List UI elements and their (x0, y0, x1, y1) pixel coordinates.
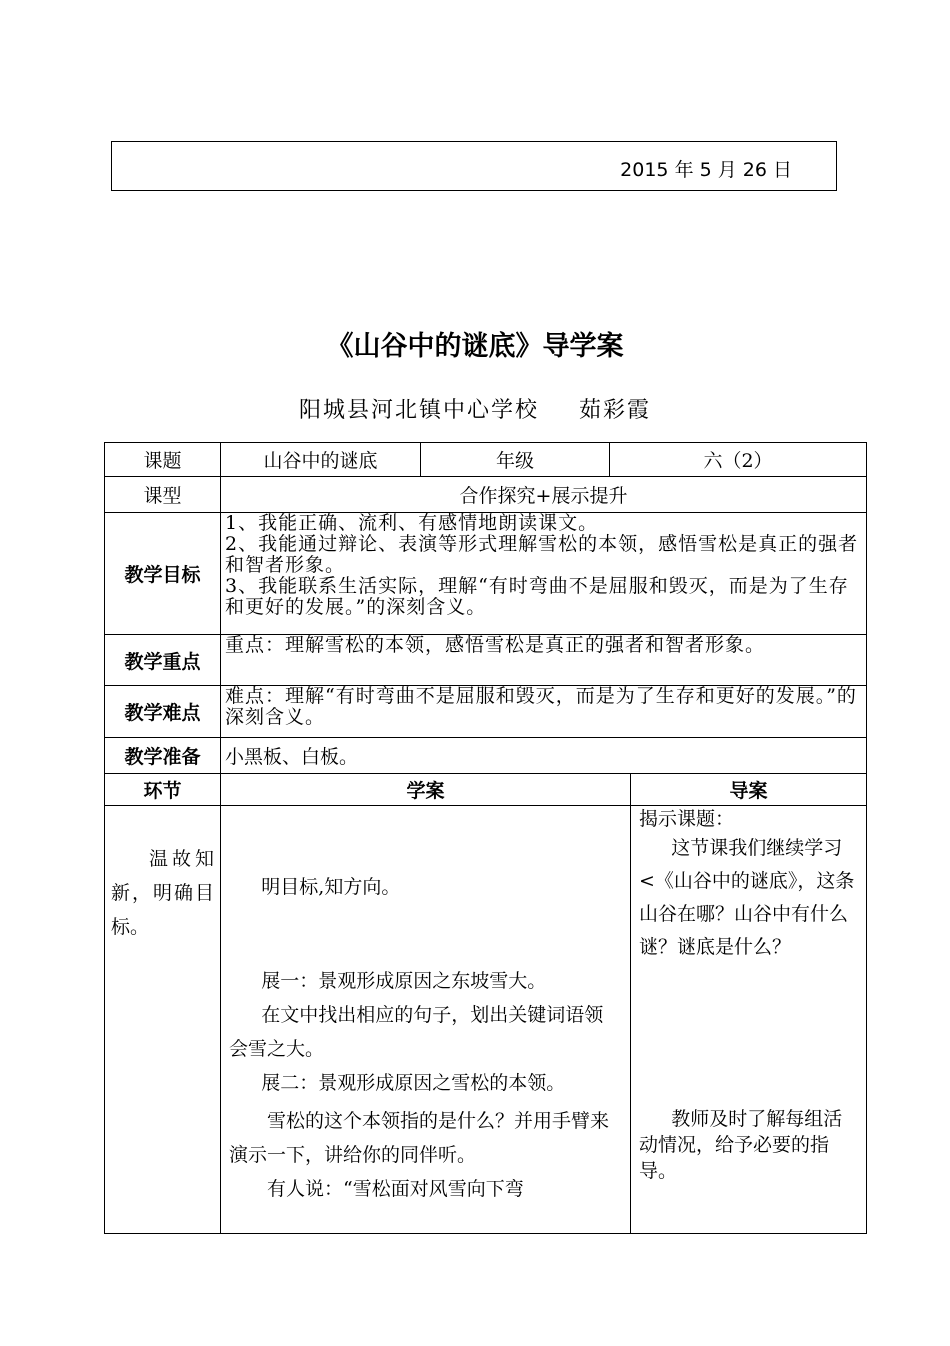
col-guide-header: 导案 (631, 774, 867, 806)
study-line: 有人说：“雪松面对风雪向下弯 (267, 1178, 524, 1200)
study-line: 在文中找出相应的句子，划出关键词语领会雪之大。 (229, 1004, 604, 1060)
goal-item: 3、我能联系生活实际，理解“有时弯曲不是屈服和毁灭，而是为了生存和更好的发展。”的深刻含义。 (225, 575, 849, 618)
guide-line: 这节课我们继续学习<《山谷中的谜底》，这条山谷在哪？山谷中有什么谜？谜底是什么？ (639, 837, 855, 958)
study-line: 明目标,知方向。 (261, 876, 401, 898)
row-type (105, 477, 867, 513)
lesson-value: 山谷中的谜底 (221, 443, 421, 477)
row-lesson (105, 443, 867, 477)
date-box (111, 141, 837, 191)
grade-value: 六（2） (610, 443, 867, 477)
guide-line: 揭示课题： (639, 808, 735, 830)
school-name: 阳城县河北镇中心学校 (298, 398, 539, 423)
row-difficulty (105, 686, 867, 738)
difficulty-value (221, 686, 867, 738)
lesson-plan-table (104, 442, 867, 1234)
teacher-name: 茹彩霞 (579, 398, 652, 423)
goal-item: 2、我能通过辩论、表演等形式理解雪松的本领，感悟雪松是真正的强者和智者形象。 (225, 533, 859, 576)
row-goals (105, 513, 867, 635)
row-focus (105, 635, 867, 686)
grade-label: 年级 (421, 443, 610, 477)
goal-list (221, 513, 867, 635)
difficulty-text: 难点：理解“有时弯曲不是屈服和毁灭，而是为了生存和更好的发展。”的深刻含义。 (225, 685, 857, 728)
study-line: 展二：景观形成原因之雪松的本领。 (261, 1072, 566, 1094)
col-stage-header: 环节 (105, 774, 221, 806)
prep-label: 教学准备 (105, 738, 221, 774)
row-prep (105, 738, 867, 774)
guide-line: 教师及时了解每组活动情况，给予必要的指导。 (639, 1108, 843, 1182)
page-title: 《山谷中的谜底》导学案 (326, 331, 624, 362)
goal-label: 教学目标 (105, 513, 221, 635)
row-stage-1 (105, 806, 867, 1234)
focus-value (221, 635, 867, 686)
type-label: 课型 (105, 477, 221, 513)
type-value: 合作探究+展示提升 (221, 477, 867, 513)
guide-cell (631, 806, 867, 1234)
study-cell (221, 806, 631, 1234)
stage-cell (105, 806, 221, 1234)
difficulty-label: 教学难点 (105, 686, 221, 738)
lesson-label: 课题 (105, 443, 221, 477)
focus-text: 重点：理解雪松的本领，感悟雪松是真正的强者和智者形象。 (225, 634, 766, 656)
row-columns-header (105, 774, 867, 806)
prep-value: 小黑板、白板。 (221, 738, 867, 774)
goal-item: 1、我能正确、流利、有感情地朗读课文。 (225, 512, 599, 534)
study-line: 展一：景观形成原因之东坡雪大。 (261, 970, 547, 992)
col-study-header: 学案 (221, 774, 631, 806)
author-line (0, 393, 950, 424)
stage-text: 温故知新，明确目标。 (111, 848, 214, 938)
study-line: 雪松的这个本领指的是什么？并用手臂来演示一下，讲给你的同伴听。 (229, 1110, 610, 1166)
focus-label: 教学重点 (105, 635, 221, 686)
date-text: 2015 年 5 月 26 日 (620, 159, 792, 181)
